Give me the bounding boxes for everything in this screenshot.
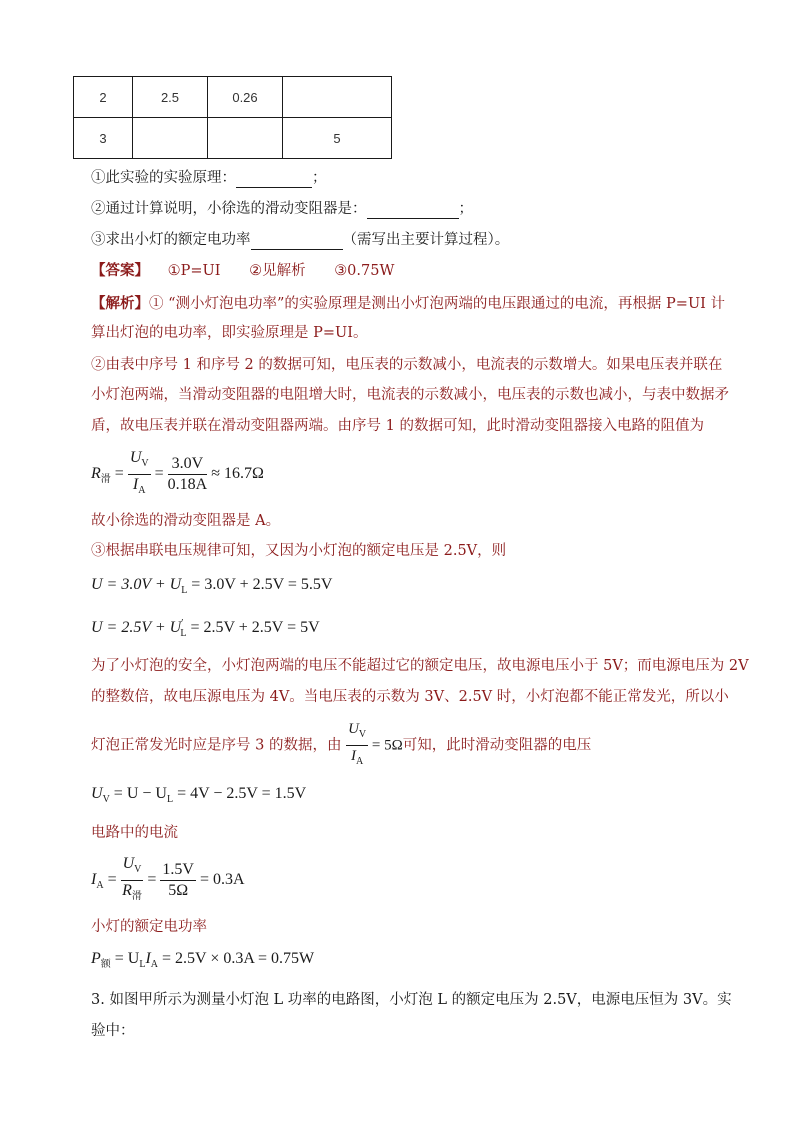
answer-blank [367,204,459,219]
table-cell: 2 [74,77,133,118]
table-row [74,77,392,118]
answer-line [91,261,394,281]
answer-3: ③0.75W [334,263,395,279]
fraction: $\frac{1.5V}{5\Omega}$ [162,861,194,899]
table-cell: 5 [283,118,392,159]
table-cell [133,118,208,159]
fraction: $\frac{U_V}{I_A}$ [129,449,149,496]
answer-1: ①P=UI [167,263,221,279]
table-cell [283,77,392,118]
analysis-p2-line3: 盾，故电压表并联在滑动变阻器两端。由序号 1 的数据可知，此时滑动变阻器接入电路的阻值为 [91,418,704,434]
fraction: $\frac{3.0V}{0.18A}$ [167,455,208,493]
analysis-p3-line1: ③根据串联电压规律可知，又因为小灯泡的额定电压是 2.5V，则 [91,543,507,559]
analysis-p2-line2: 小灯泡两端，当滑动变阻器的电阻增大时，电流表的示数减小，电压表的示数也减小，与表中数据矛 [91,387,729,403]
data-table [73,76,392,159]
next-question-line2: 验中： [91,1023,135,1039]
table-cell: 2.5 [133,77,208,118]
voltage-equation-1: $U = 3.0V + U_L = 3.0V + 2.5V = 5.5V$ [91,576,333,596]
next-question-line1: 3. 如图甲所示为测量小灯泡 L 功率的电路图，小灯泡 L 的额定电压为 2.5V，电源电压恒为 3V。实 [91,992,732,1008]
answer-blank [236,173,312,188]
current-label: 电路中的电流 [91,825,178,841]
analysis-p1-line1: 【解析】① “测小灯泡电功率”的实验原理是测出小灯泡两端的电压跟通过的电流，再根据 P=UI 计 [91,295,726,312]
analysis-p4-line3: 灯泡正常发光时应是序号 3 的数据，由 $\frac{U_V}{I_A}$ = 5Ω可知，此时滑动变阻器的电压 [91,720,591,771]
table-cell: 0.26 [208,77,283,118]
question-2: ②通过计算说明，小徐选的滑动变阻器是： ； [91,201,473,217]
question-1: ①此实验的实验原理： ； [91,170,327,186]
analysis-p1-line2: 算出灯泡的电功率，即实验原理是 P=UI。 [91,325,368,341]
fraction: $\frac{U_V}{R_滑}$ [122,855,142,902]
table-cell [208,118,283,159]
answer-blank [251,235,343,250]
current-equation: $I_A$ = $\frac{U_V}{R_滑}$ = $\frac{1.5V}{5\Omega}$ = 0.3A [91,855,245,906]
analysis-p2-line1: ②由表中序号 1 和序号 2 的数据可知，电压表的示数减小，电流表的示数增大。如果电压表并联在 [91,357,723,373]
question-3: ③求出小灯的额定电功率 （需写出主要计算过程）。 [91,232,510,248]
answer-2: ②见解析 [249,263,306,279]
analysis-p2-conclusion: 故小徐选的滑动变阻器是 A。 [91,513,281,529]
analysis-p4-line1: 为了小灯泡的安全，小灯泡两端的电压不能超过它的额定电压，故电源电压小于 5V；而电源电压为 2V [91,658,749,674]
analysis-p4-line2: 的整数倍，故电压源电压为 4V。当电压表的示数为 3V、2.5V 时，小灯泡都不能正常发光，所以小 [91,689,729,705]
voltage-equation-2: $U = 2.5V + U'_L = 2.5V + 2.5V = 5V$ [91,618,320,639]
power-label: 小灯的额定电功率 [91,919,207,935]
answer-tag: 【答案】 [91,262,149,279]
table-row [74,118,392,159]
power-equation: $P_额 = U_LI_A = 2.5V \times 0.3A = 0.75W$ [91,950,315,970]
ratio-fraction: $\frac{U_V}{I_A}$ [348,721,367,767]
table-cell: 3 [74,118,133,159]
analysis-tag: 【解析】 [91,295,149,312]
uv-equation: $U_V = U - U_L = 4V - 2.5V = 1.5V$ [91,785,307,805]
resistance-equation: $R_滑$ = $\frac{U_V}{I_A}$ = $\frac{3.0V}{0.18A}$ ≈ 16.7Ω [91,449,264,500]
